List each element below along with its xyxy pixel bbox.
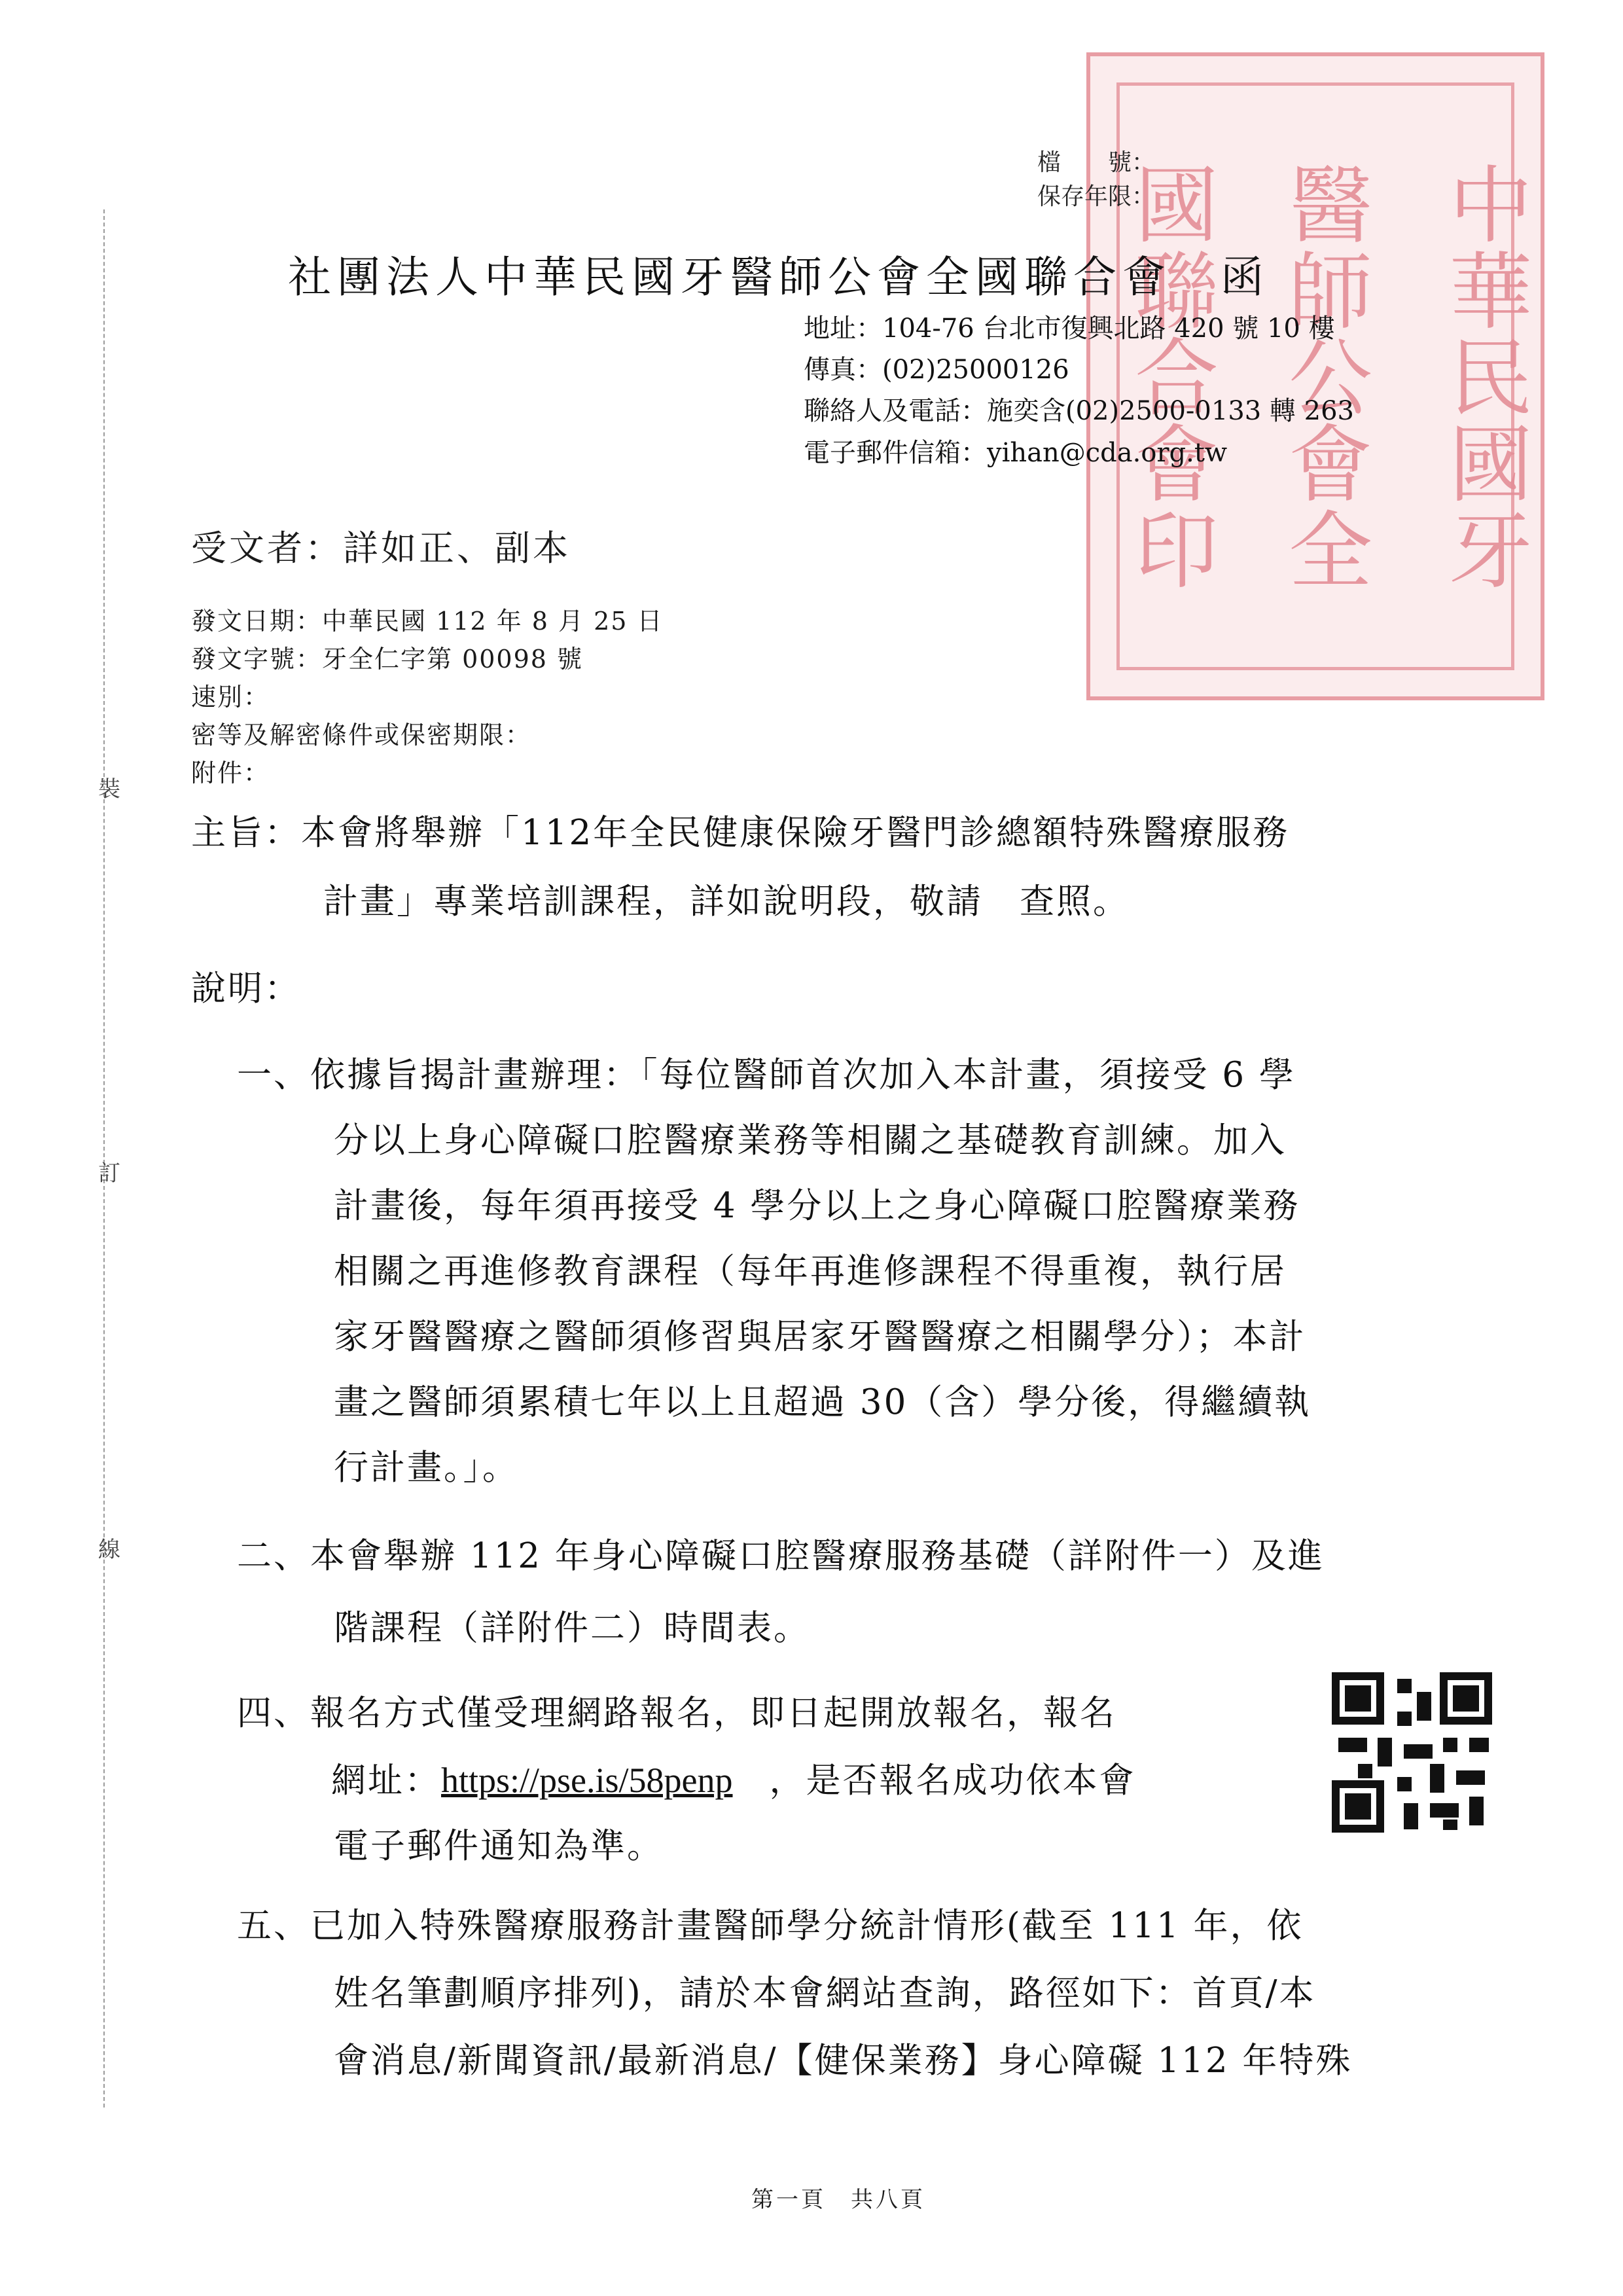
email-line: 電子郵件信箱：yihan@cda.org.tw xyxy=(804,438,1228,468)
item-five-line-2: 姓名筆劃順序排列)，請於本會網站查詢，路徑如下：首頁/本 xyxy=(334,1973,1316,2013)
attachment-label: 附件： xyxy=(191,759,270,787)
registration-link[interactable]: https://pse.is/58penp xyxy=(441,1761,733,1800)
registration-url-prefix: 網址： xyxy=(331,1761,441,1801)
registration-url-suffix: ，是否報名成功依本會 xyxy=(769,1761,1136,1801)
explanation-label: 說明： xyxy=(191,969,301,1009)
seal-column-1: 中華民國牙 xyxy=(1435,161,1532,593)
seal-column-3: 國聯合會印 xyxy=(1120,161,1218,593)
page-footer: 第一頁 共八頁 xyxy=(751,2187,925,2213)
item-one-line-4: 相關之再進修教育課程（每年再進修課程不得重複，執行居 xyxy=(334,1251,1287,1291)
subject-line-1: 主旨：本會將舉辦「112年全民健康保險牙醫門診總額特殊醫療服務 xyxy=(191,813,1290,853)
item-one-line-7: 行計畫。」。 xyxy=(334,1448,519,1488)
item-one-line-2: 分以上身心障礙口腔醫療業務等相關之基礎教育訓練。加入 xyxy=(334,1121,1287,1160)
speed-category: 速別： xyxy=(191,683,270,711)
registration-qr-code xyxy=(1332,1672,1492,1833)
item-four-line-3: 電子郵件通知為準。 xyxy=(334,1826,664,1866)
item-four-line-1: 四、報名方式僅受理網路報名，即日起開放報名，報名 xyxy=(237,1693,1116,1733)
item-one-line-6: 畫之醫師須累積七年以上且超過 30（含）學分後，得繼續執 xyxy=(334,1382,1311,1422)
subject-line-2: 計畫」專業培訓課程，詳如說明段，敬請 查照。 xyxy=(323,882,1130,922)
archive-number-label: 檔 號： xyxy=(1037,149,1156,176)
item-one-line-5: 家牙醫醫療之醫師須修習與居家牙醫醫療之相關學分）；本計 xyxy=(334,1317,1306,1357)
issue-date: 發文日期：中華民國 112 年 8 月 25 日 xyxy=(191,607,664,636)
item-five-line-1: 五、已加入特殊醫療服務計畫醫師學分統計情形(截至 111 年，依 xyxy=(237,1906,1304,1946)
address-line: 地址：104-76 台北市復興北路 420 號 10 樓 xyxy=(804,314,1335,344)
item-four-line-2 xyxy=(331,1753,1136,1803)
binding-mark-xian: 線 xyxy=(98,1537,120,1563)
binding-mark-ding: 訂 xyxy=(98,1160,120,1187)
recipient-line: 受文者：詳如正、副本 xyxy=(191,528,571,569)
item-two-line-2: 階課程（詳附件二）時間表。 xyxy=(334,1608,810,1648)
secrecy-level: 密等及解密條件或保密期限： xyxy=(191,721,532,749)
organization-title: 社團法人中華民國牙醫師公會全國聯合會 函 xyxy=(288,252,1270,302)
seal-column-2: 醫師公會全 xyxy=(1274,161,1372,593)
item-one-line-3: 計畫後，每年須再接受 4 學分以上之身心障礙口腔醫療業務 xyxy=(334,1186,1300,1226)
item-one-line-1: 一、依據旨揭計畫辦理：「每位醫師首次加入本計畫，須接受 6 學 xyxy=(237,1055,1296,1095)
fax-line: 傳真：(02)25000126 xyxy=(804,355,1069,385)
contact-person-line: 聯絡人及電話：施奕含(02)2500-0133 轉 263 xyxy=(804,396,1354,426)
binding-mark-zhuang: 裝 xyxy=(98,776,120,802)
item-five-line-3: 會消息/新聞資訊/最新消息/【健保業務】身心障礙 112 年特殊 xyxy=(334,2041,1353,2081)
retention-period-label: 保存年限： xyxy=(1037,183,1156,210)
item-two-line-1: 二、本會舉辦 112 年身心障礙口腔醫療服務基礎（詳附件一）及進 xyxy=(237,1536,1325,1576)
document-number: 發文字號：牙全仁字第 00098 號 xyxy=(191,645,584,673)
